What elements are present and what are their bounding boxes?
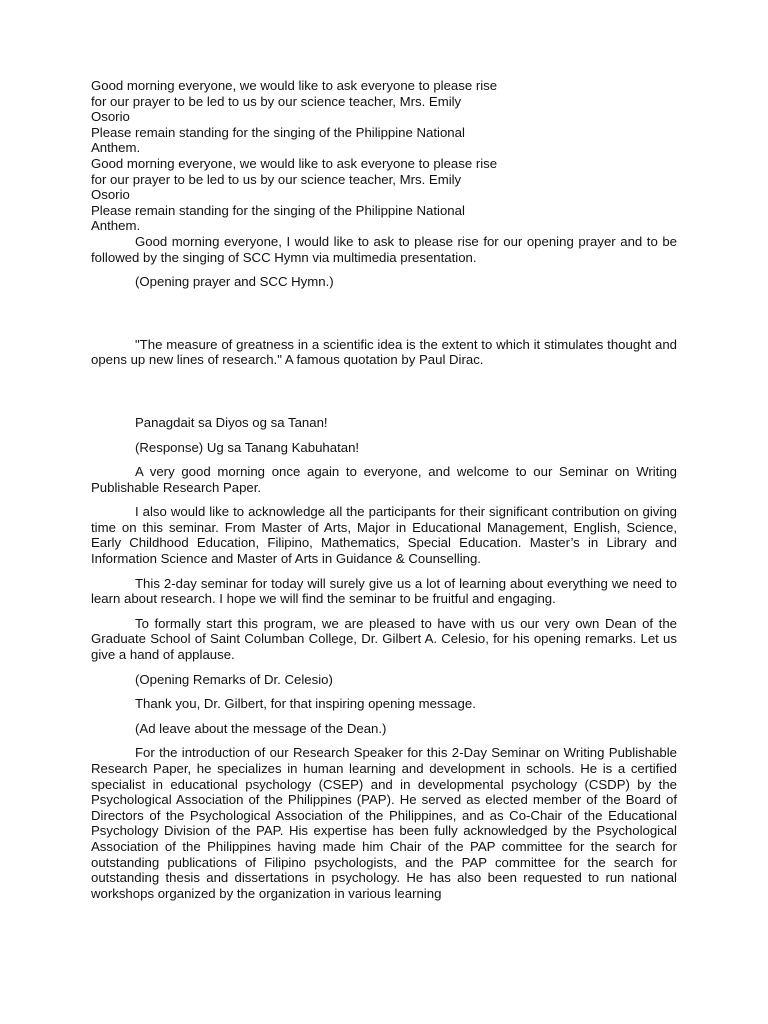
intro-line: Good morning everyone, we would like to ask everyone to please rise — [91, 155, 498, 171]
intro-line: Anthem. — [91, 218, 141, 234]
paragraph-dean-intro: To formally start this program, we are pleased to have with us our very own Dean of the Graduate School of Saint Columban College, Dr. Gilbert A. Celesio, for his opening remarks. Let us give a hand of applause. — [91, 615, 677, 663]
paragraph-acknowledgement: I also would like to acknowledge all the participants for their significant contribution on giving time on this seminar. From Master of Arts, Major in Educational Management, English, Science, Early Childhood Education, Filipino, Mathematics, Special Education. Master’s in Library and Information Science and Master of Arts in Guidance & Counselling. — [91, 504, 677, 567]
intro-line: Osorio — [91, 109, 130, 125]
intro-line: for our prayer to be led to us by our science teacher, Mrs. Emily — [91, 171, 462, 187]
paragraph-ad-leave: (Ad leave about the message of the Dean.) — [135, 720, 387, 736]
paragraph-remarks-note: (Opening Remarks of Dr. Celesio) — [135, 671, 333, 687]
paragraph-opening-prayer: Good morning everyone, I would like to ask to please rise for our opening prayer and to be followed by the singing of SCC Hymn via multimedia presentation. — [91, 233, 677, 265]
intro-line: Anthem. — [91, 140, 141, 156]
intro-line: Please remain standing for the singing of the Philippine National — [91, 202, 465, 218]
paragraph-greeting: Panagdait sa Diyos og sa Tanan! — [135, 414, 328, 430]
paragraph-speaker-intro: For the introduction of our Research Speaker for this 2-Day Seminar on Writing Publishable Research Paper, he specializes in human learning and development in schools. He is a certified specialist in educational psychology (CSEP) and in developmental psychology (CSDP) by the Psychological Association of the Philippines (PAP). He served as elected member of the Board of Directors of the Psychological Association of the Philippines, and as Co-Chair of the Educational Psychology Division of the PAP. His expertise has been fully acknowledged by the Psychological Association of the Philippines having made him Chair of the PAP committee for the search for outstanding publications of Filipino psychologists, and the PAP committee for the search for outstanding thesis and dissertations in psychology. He has also been requested to run national workshops organized by the organization in various learning — [91, 745, 677, 901]
paragraph-prayer-note: (Opening prayer and SCC Hymn.) — [135, 274, 334, 290]
paragraph-quotation: "The measure of greatness in a scientific idea is the extent to which it stimulates thought and opens up new lines of research." A famous quotation by Paul Dirac. — [91, 336, 677, 368]
paragraph-welcome: A very good morning once again to everyone, and welcome to our Seminar on Writing Publishable Research Paper. — [91, 464, 677, 495]
paragraph-thanks: Thank you, Dr. Gilbert, for that inspiring opening message. — [135, 696, 476, 712]
intro-line: Please remain standing for the singing of the Philippine National — [91, 124, 465, 140]
document-page — [91, 78, 677, 901]
intro-line: Good morning everyone, we would like to ask everyone to please rise — [91, 78, 498, 93]
paragraph-response: (Response) Ug sa Tanang Kabuhatan! — [135, 439, 360, 455]
intro-line: Osorio — [91, 187, 130, 203]
intro-line: for our prayer to be led to us by our science teacher, Mrs. Emily — [91, 93, 462, 109]
paragraph-seminar: This 2-day seminar for today will surely give us a lot of learning about everything we need to learn about research. I hope we will find the seminar to be fruitful and engaging. — [91, 575, 677, 607]
